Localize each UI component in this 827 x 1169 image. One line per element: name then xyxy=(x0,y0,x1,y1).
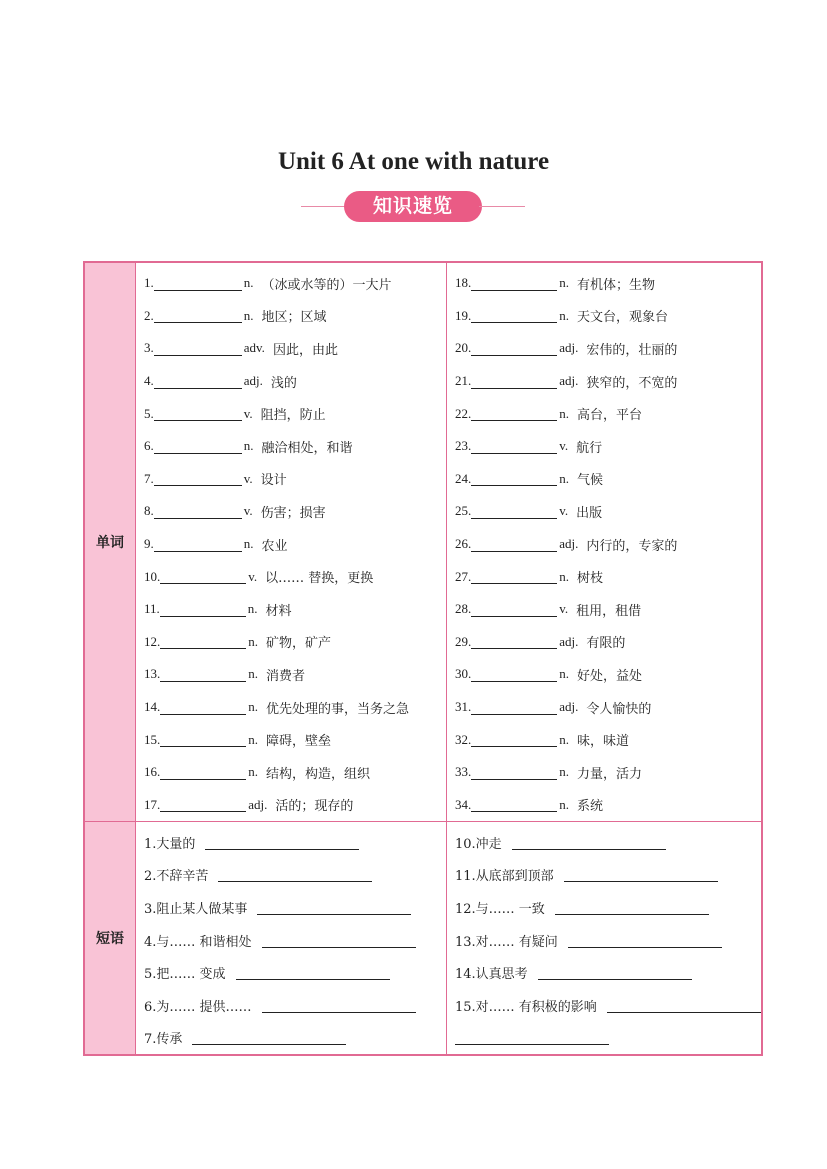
item-number: 16. xyxy=(144,764,161,780)
phrase-text: 11.从底部到顶部 xyxy=(455,869,554,885)
phrase-item xyxy=(144,989,446,1022)
answer-blank[interactable] xyxy=(205,835,359,850)
part-of-speech: v. xyxy=(559,601,569,617)
word-meaning: 出版 xyxy=(576,505,603,521)
phrase-section xyxy=(84,822,762,1056)
phrase-item xyxy=(144,1022,446,1055)
word-meaning: 设计 xyxy=(260,473,287,489)
word-meaning: 租用，租借 xyxy=(576,603,642,619)
answer-blank[interactable] xyxy=(192,1030,346,1045)
part-of-speech: n. xyxy=(248,666,258,682)
banner-divider-right xyxy=(479,206,525,207)
answer-blank[interactable] xyxy=(262,933,416,948)
answer-blank[interactable] xyxy=(236,965,390,980)
vocab-item xyxy=(144,626,446,659)
phrase-text: 14.认真思考 xyxy=(455,967,528,983)
item-number: 14. xyxy=(144,699,161,715)
word-meaning: 阻挡，防止 xyxy=(260,408,326,424)
word-meaning: 农业 xyxy=(261,538,288,554)
part-of-speech: n. xyxy=(243,307,254,323)
answer-blank[interactable] xyxy=(218,867,372,882)
answer-blank[interactable] xyxy=(471,308,557,323)
phrase-item xyxy=(144,924,446,957)
answer-blank[interactable] xyxy=(154,504,242,519)
item-number: 3. xyxy=(144,340,154,356)
word-meaning: 以…… 替换，更换 xyxy=(265,571,374,587)
answer-blank[interactable] xyxy=(512,835,666,850)
word-meaning: 矿物，矿产 xyxy=(266,636,332,652)
part-of-speech: adj. xyxy=(559,699,579,715)
part-of-speech: n. xyxy=(559,764,569,780)
part-of-speech: v. xyxy=(243,503,253,519)
item-number: 23. xyxy=(455,438,472,454)
vocab-item xyxy=(144,332,446,365)
part-of-speech: n. xyxy=(248,633,258,649)
item-number: 15. xyxy=(144,731,161,747)
answer-blank[interactable] xyxy=(471,569,557,584)
item-number: 4. xyxy=(144,373,154,389)
part-of-speech: n. xyxy=(559,405,569,421)
answer-blank[interactable] xyxy=(160,797,246,812)
part-of-speech: adj. xyxy=(248,796,268,812)
phrase-text: 2.不辞辛苦 xyxy=(144,869,209,885)
vocab-item xyxy=(455,495,761,528)
vocab-item xyxy=(144,723,446,756)
part-of-speech: n. xyxy=(559,568,569,584)
vocab-item xyxy=(455,365,761,398)
answer-blank[interactable] xyxy=(154,374,242,389)
vocab-item xyxy=(455,463,761,496)
answer-blank[interactable] xyxy=(455,1030,609,1045)
part-of-speech: adj. xyxy=(559,536,579,552)
vocab-item xyxy=(144,300,446,333)
answer-blank[interactable] xyxy=(262,998,416,1013)
phrase-left-column xyxy=(136,822,447,1056)
answer-blank[interactable] xyxy=(471,374,557,389)
vocab-item xyxy=(144,430,446,463)
part-of-speech: n. xyxy=(243,438,254,454)
answer-blank[interactable] xyxy=(160,700,246,715)
item-number: 12. xyxy=(144,633,161,649)
answer-blank[interactable] xyxy=(538,965,692,980)
word-meaning: 力量，活力 xyxy=(577,766,643,782)
answer-blank[interactable] xyxy=(471,276,557,291)
answer-blank[interactable] xyxy=(160,602,246,617)
part-of-speech: n. xyxy=(559,666,569,682)
item-number: 2. xyxy=(144,307,154,323)
vocab-label: 单词 xyxy=(84,262,136,822)
phrase-item xyxy=(455,1022,761,1055)
phrase-item xyxy=(455,989,761,1022)
vocab-item xyxy=(455,723,761,756)
answer-blank[interactable] xyxy=(555,900,709,915)
part-of-speech: v. xyxy=(248,568,258,584)
answer-blank[interactable] xyxy=(257,900,411,915)
part-of-speech: adj. xyxy=(559,633,579,649)
vocab-item xyxy=(144,593,446,626)
vocab-item xyxy=(455,300,761,333)
vocab-item xyxy=(455,593,761,626)
vocab-item xyxy=(144,789,446,822)
phrase-item xyxy=(144,859,446,892)
vocab-item xyxy=(455,267,761,300)
vocab-section xyxy=(84,262,762,822)
answer-blank[interactable] xyxy=(154,537,242,552)
answer-blank[interactable] xyxy=(154,308,242,323)
vocab-item xyxy=(144,397,446,430)
word-meaning: 树枝 xyxy=(577,571,604,587)
part-of-speech: n. xyxy=(243,536,254,552)
answer-blank[interactable] xyxy=(471,341,557,356)
phrase-text: 7.传承 xyxy=(144,1032,183,1048)
vocab-item xyxy=(455,430,761,463)
item-number: 25. xyxy=(455,503,472,519)
answer-blank[interactable] xyxy=(471,537,557,552)
word-meaning: 结构，构造，组织 xyxy=(266,766,371,782)
item-number: 17. xyxy=(144,796,161,812)
item-number: 11. xyxy=(144,601,160,617)
phrase-text: 3.阻止某人做某事 xyxy=(144,902,248,918)
answer-blank[interactable] xyxy=(471,634,557,649)
part-of-speech: n. xyxy=(559,731,569,747)
phrase-right-column xyxy=(447,822,763,1056)
word-meaning: 材料 xyxy=(265,603,292,619)
part-of-speech: v. xyxy=(559,503,569,519)
answer-blank[interactable] xyxy=(471,602,557,617)
word-meaning: 浅的 xyxy=(270,375,297,391)
part-of-speech: n. xyxy=(248,699,258,715)
vocab-item xyxy=(144,495,446,528)
phrase-text: 12.与…… 一致 xyxy=(455,902,545,918)
answer-blank[interactable] xyxy=(607,998,761,1013)
part-of-speech: n. xyxy=(243,275,254,291)
answer-blank[interactable] xyxy=(160,667,246,682)
item-number: 20. xyxy=(455,340,472,356)
word-meaning: 融洽相处，和谐 xyxy=(261,440,353,456)
phrase-text: 13.对…… 有疑问 xyxy=(455,934,558,950)
item-number: 9. xyxy=(144,536,154,552)
part-of-speech: adj. xyxy=(559,373,579,389)
answer-blank[interactable] xyxy=(471,667,557,682)
part-of-speech: n. xyxy=(559,307,569,323)
vocab-item xyxy=(455,789,761,822)
word-meaning: 高台，平台 xyxy=(577,408,643,424)
phrase-item xyxy=(144,826,446,859)
answer-blank[interactable] xyxy=(154,406,242,421)
word-meaning: （冰或水等的）一大片 xyxy=(261,277,392,293)
answer-blank[interactable] xyxy=(160,569,246,584)
word-meaning: 好处，益处 xyxy=(577,668,643,684)
vocab-item xyxy=(144,560,446,593)
banner-divider-left xyxy=(301,206,347,207)
item-number: 24. xyxy=(455,470,472,486)
word-meaning: 伤害；损害 xyxy=(260,505,326,521)
item-number: 13. xyxy=(144,666,161,682)
item-number: 19. xyxy=(455,307,472,323)
answer-blank[interactable] xyxy=(471,797,557,812)
phrase-label: 短语 xyxy=(84,822,136,1056)
answer-blank[interactable] xyxy=(471,732,557,747)
vocab-item xyxy=(144,691,446,724)
phrase-text: 6.为…… 提供…… xyxy=(144,999,252,1015)
page-title: Unit 6 At one with nature xyxy=(277,148,550,175)
phrase-text: 10.冲走 xyxy=(455,836,502,852)
word-meaning: 活的；现存的 xyxy=(275,799,354,815)
item-number: 1. xyxy=(144,275,154,291)
vocab-item xyxy=(144,267,446,300)
phrase-item xyxy=(455,891,761,924)
word-meaning: 地区；区域 xyxy=(261,310,327,326)
part-of-speech: v. xyxy=(243,470,253,486)
word-meaning: 狭窄的，不宽的 xyxy=(586,375,678,391)
vocabulary-table xyxy=(83,261,763,1056)
vocab-item xyxy=(455,528,761,561)
item-number: 28. xyxy=(455,601,472,617)
part-of-speech: n. xyxy=(559,470,569,486)
answer-blank[interactable] xyxy=(568,933,722,948)
part-of-speech: n. xyxy=(248,764,258,780)
phrase-text: 4.与…… 和谐相处 xyxy=(144,934,252,950)
word-meaning: 内行的，专家的 xyxy=(586,538,678,554)
item-number: 33. xyxy=(455,764,472,780)
item-number: 7. xyxy=(144,470,154,486)
phrase-text: 5.把…… 变成 xyxy=(144,967,226,983)
vocab-item xyxy=(144,463,446,496)
item-number: 5. xyxy=(144,405,154,421)
item-number: 31. xyxy=(455,699,472,715)
answer-blank[interactable] xyxy=(471,439,557,454)
vocab-item xyxy=(455,626,761,659)
word-meaning: 令人愉快的 xyxy=(586,701,652,717)
phrase-item xyxy=(144,956,446,989)
vocab-item xyxy=(144,756,446,789)
phrase-item xyxy=(455,956,761,989)
item-number: 8. xyxy=(144,503,154,519)
word-meaning: 宏伟的，壮丽的 xyxy=(586,342,678,358)
item-number: 29. xyxy=(455,633,472,649)
part-of-speech: adj. xyxy=(559,340,579,356)
answer-blank[interactable] xyxy=(154,276,242,291)
vocab-item xyxy=(455,756,761,789)
item-number: 32. xyxy=(455,731,472,747)
vocab-item xyxy=(144,528,446,561)
word-meaning: 消费者 xyxy=(266,668,306,684)
section-banner xyxy=(301,191,525,223)
word-meaning: 气候 xyxy=(577,473,604,489)
phrase-item xyxy=(455,826,761,859)
phrase-text: 15.对…… 有积极的影响 xyxy=(455,999,597,1015)
answer-blank[interactable] xyxy=(154,439,242,454)
answer-blank[interactable] xyxy=(160,765,246,780)
item-number: 30. xyxy=(455,666,472,682)
part-of-speech: n. xyxy=(559,275,569,291)
phrase-item xyxy=(455,924,761,957)
answer-blank[interactable] xyxy=(154,341,242,356)
word-meaning: 因此，由此 xyxy=(272,342,338,358)
word-meaning: 航行 xyxy=(576,440,603,456)
item-number: 10. xyxy=(144,568,161,584)
word-meaning: 优先处理的事，当务之急 xyxy=(266,701,410,717)
vocab-item xyxy=(455,691,761,724)
vocab-right-column xyxy=(447,262,763,822)
answer-blank[interactable] xyxy=(154,471,242,486)
part-of-speech: n. xyxy=(248,731,258,747)
vocab-item xyxy=(144,365,446,398)
part-of-speech: n. xyxy=(247,601,258,617)
part-of-speech: v. xyxy=(243,405,253,421)
vocab-item xyxy=(455,397,761,430)
item-number: 6. xyxy=(144,438,154,454)
part-of-speech: v. xyxy=(559,438,569,454)
word-meaning: 味，味道 xyxy=(577,734,630,750)
vocab-item xyxy=(455,658,761,691)
answer-blank[interactable] xyxy=(160,634,246,649)
word-meaning: 天文台，观象台 xyxy=(577,310,669,326)
item-number: 26. xyxy=(455,536,472,552)
answer-blank[interactable] xyxy=(160,732,246,747)
vocab-item xyxy=(144,658,446,691)
word-meaning: 有限的 xyxy=(586,636,626,652)
phrase-item xyxy=(144,891,446,924)
phrase-text: 1.大量的 xyxy=(144,836,196,852)
word-meaning: 障碍，壁垒 xyxy=(266,734,332,750)
part-of-speech: n. xyxy=(559,796,569,812)
answer-blank[interactable] xyxy=(564,867,718,882)
part-of-speech: adv. xyxy=(243,340,265,356)
item-number: 22. xyxy=(455,405,472,421)
item-number: 18. xyxy=(455,275,472,291)
answer-blank[interactable] xyxy=(471,471,557,486)
word-meaning: 系统 xyxy=(577,799,604,815)
item-number: 34. xyxy=(455,796,472,812)
answer-blank[interactable] xyxy=(471,504,557,519)
phrase-item xyxy=(455,859,761,892)
vocab-left-column xyxy=(136,262,447,822)
answer-blank[interactable] xyxy=(471,765,557,780)
item-number: 27. xyxy=(455,568,472,584)
answer-blank[interactable] xyxy=(471,700,557,715)
banner-label: 知识速览 xyxy=(344,191,482,222)
word-meaning: 有机体；生物 xyxy=(577,277,656,293)
vocab-item xyxy=(455,332,761,365)
item-number: 21. xyxy=(455,373,472,389)
vocab-item xyxy=(455,560,761,593)
part-of-speech: adj. xyxy=(243,373,263,389)
answer-blank[interactable] xyxy=(471,406,557,421)
